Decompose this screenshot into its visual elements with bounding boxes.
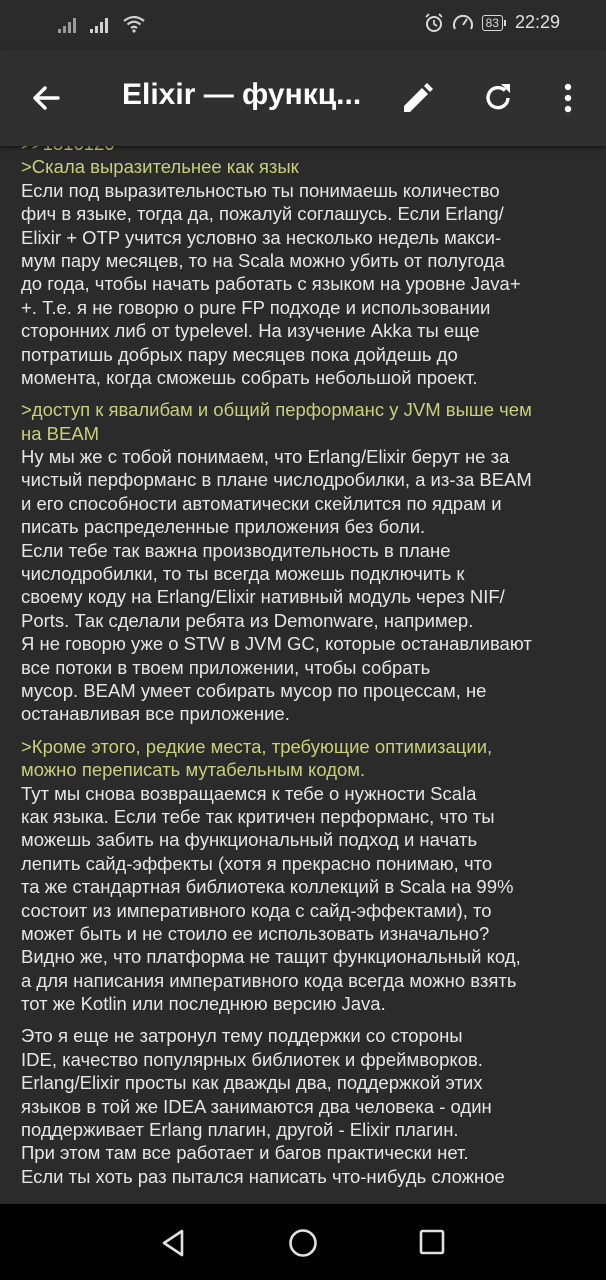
text-line: IDE, качество популярных библиотек и фреймворков.	[21, 1048, 483, 1070]
text-line: потратишь добрых пару месяцев пока дойдешь до	[21, 343, 458, 365]
quote-block-2	[21, 398, 593, 445]
quote-line: >Кроме этого, редкие места, требующие оптимизации,	[21, 735, 493, 757]
speedometer-icon	[452, 13, 474, 33]
nav-recent-icon[interactable]	[416, 1226, 448, 1258]
text-line: Тут мы снова возвращаемся к тебе о нужности Scala	[21, 782, 477, 804]
app-toolbar	[0, 50, 606, 146]
text-line: Я не говорю уже о STW в JVM GC, которые останавливают	[21, 633, 532, 655]
text-line: числодробилки, то ты всегда можешь подключить к	[21, 563, 465, 585]
text-line: Если тебе так важна производительность в плане	[21, 539, 451, 561]
system-nav-bar	[0, 1204, 606, 1280]
quote-line: >доступ к явалибам и общий перформанс у JVM выше чем	[21, 399, 532, 421]
status-right	[424, 12, 560, 33]
paragraph-gap	[21, 726, 593, 735]
text-line: языков в той же IDEA занимаются два человека - один	[21, 1095, 492, 1117]
more-vert-icon[interactable]	[552, 80, 584, 116]
text-line: Видно же, что платформа не тащит функциональный код,	[21, 946, 521, 968]
text-line: Это я еще не затронул тему поддержки со стороны	[21, 1025, 463, 1047]
text-line: состоит из императивного кода с сайд-эффектами), то	[21, 899, 492, 921]
refresh-icon[interactable]	[480, 80, 516, 116]
alarm-icon	[424, 13, 444, 33]
arrow-back-icon[interactable]	[28, 80, 64, 116]
quote-line: на BEAM	[21, 422, 100, 444]
text-line: сторонних либ от typelevel. На изучение Akka ты еще	[21, 320, 480, 342]
text-line: +. Т.е. я не говорю о pure FP подходе и использовании	[21, 296, 491, 318]
nav-back-icon[interactable]	[156, 1226, 190, 1260]
text-line: Если ты хоть раз пытался написать что-нибудь сложное	[21, 1165, 505, 1187]
battery-indicator: 83	[482, 15, 503, 31]
text-line: Elixir + OTP учится условно за несколько недель макси-	[21, 226, 502, 248]
text-line: как языка. Если тебе так критичен перформанс, что ты	[21, 805, 495, 827]
text-line: останавливая все приложение.	[21, 703, 290, 725]
signal-icon	[58, 17, 78, 33]
nav-home-icon[interactable]	[286, 1226, 320, 1260]
text-line: мум пару месяцев, то на Scala можно убить от полугода	[21, 249, 505, 271]
text-line: фич в языке, тогда да, пожалуй соглашусь. Если Erlang/	[21, 203, 504, 225]
paragraph-gap	[21, 1015, 593, 1024]
text-line: до года, чтобы начать работать с языком на уровне Java+	[21, 273, 521, 295]
paragraph-gap	[21, 389, 593, 398]
text-line: а для написания императивного кода всегда можно взять	[21, 969, 517, 991]
text-line: лепить сайд-эффекты (хотя я прекрасно понимаю, что	[21, 852, 493, 874]
paragraph-1	[21, 179, 593, 390]
text-line: Ports. Так сделали ребята из Demonware, например.	[21, 609, 474, 631]
post-content[interactable]	[0, 146, 606, 1204]
text-line: поддерживает Erlang плагин, другой - Elixir плагин.	[21, 1119, 459, 1141]
text-line: мусор. BEAM умеет собирать мусор по процессам, не	[21, 679, 487, 701]
status-time: 22:29	[514, 12, 560, 32]
text-line: все потоки в твоем приложении, чтобы собрать	[21, 656, 431, 678]
quote-line: >Скала выразительнее как язык	[21, 156, 299, 178]
text-line: писать распределенные приложения без боли.	[21, 516, 426, 538]
status-bar	[0, 0, 606, 50]
text-line: чистый перформанс в плане числодробилки, а из-за BEAM	[21, 469, 532, 491]
text-line: момента, когда сможешь собрать небольшой проект.	[21, 366, 478, 388]
pencil-icon[interactable]	[398, 80, 436, 118]
text-line: При этом там все работает и багов практически нет.	[21, 1142, 469, 1164]
page-title: Elixir — функц...	[122, 78, 362, 111]
text-line: своему коду на Erlang/Elixir нативный модуль через NIF/	[21, 586, 505, 608]
paragraph-4	[21, 1024, 593, 1188]
text-line: Ну мы же с тобой понимаем, что Erlang/Elixir берут не за	[21, 446, 510, 468]
text-line: Erlang/Elixir просты как дважды два, поддержкой этих	[21, 1072, 483, 1094]
wifi-icon	[122, 15, 146, 33]
text-line: Если под выразительностью ты понимаешь количество	[21, 179, 500, 201]
text-line: тот же Kotlin или последнюю версию Java.	[21, 993, 386, 1015]
text-line: и его способности автоматически скейлится по ядрам и	[21, 492, 502, 514]
paragraph-3	[21, 782, 593, 1016]
text-line: может быть и не стоило ее использовать изначально?	[21, 922, 490, 944]
status-left	[58, 15, 146, 33]
quote-block-3	[21, 735, 593, 782]
signal-icon-2	[90, 17, 110, 33]
post-body	[21, 132, 593, 1188]
quote-line: можно переписать мутабельным кодом.	[21, 759, 366, 781]
text-line: та же стандартная библиотека коллекций в Scala на 99%	[21, 876, 514, 898]
paragraph-2	[21, 445, 593, 726]
text-line: можешь забить на функциональный подход и начать	[21, 829, 478, 851]
